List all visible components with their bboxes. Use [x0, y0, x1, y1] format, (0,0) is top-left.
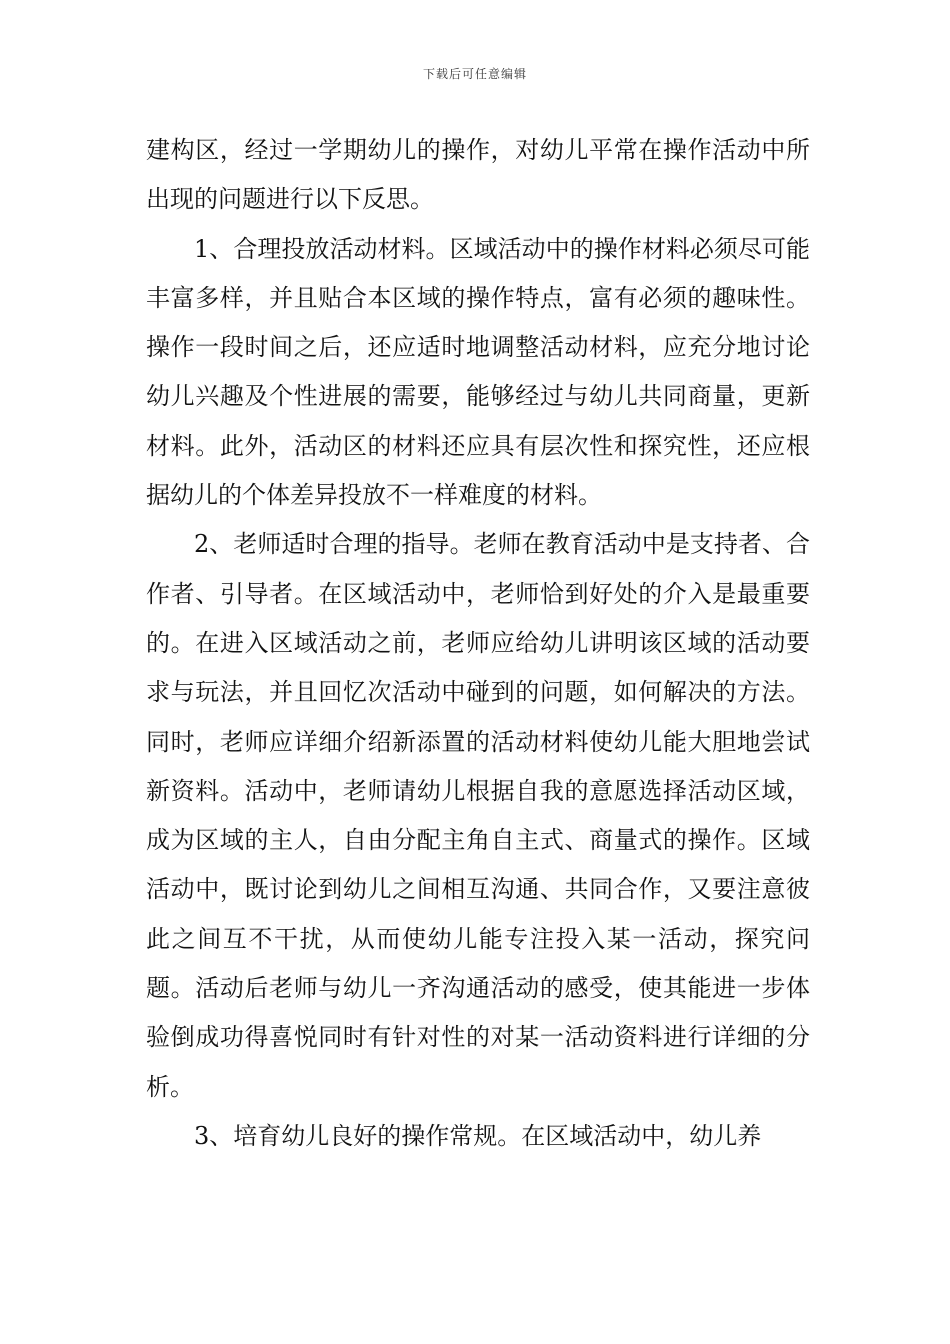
paragraph-point-3: 3、培育幼儿良好的操作常规。在区域活动中，幼儿养	[194, 1121, 762, 1150]
paragraph-point-1: 1、合理投放活动材料。区域活动中的操作材料必须尽可能丰富多样，并且贴合本区域的操作特点，富有必须的趣味性。操作一段时间之后，还应适时地调整活动材料，应充分地讨论幼儿兴趣及个性进展的需要，能够经过与幼儿共同商量，更新材料。此外，活动区的材料还应具有层次性和探究性，还应根据幼儿的个体差异投放不一样难度的材料。	[146, 234, 810, 510]
page-header: 下载后可任意编辑	[422, 67, 527, 81]
paragraph-intro-continuation: 建构区，经过一学期幼儿的操作，对幼儿平常在操作活动中所出现的问题进行以下反思。	[146, 136, 810, 214]
document-body	[146, 126, 810, 1161]
paragraph-point-2: 2、老师适时合理的指导。老师在教育活动中是支持者、合作者、引导者。在区域活动中，老师恰到好处的介入是最重要的。在进入区域活动之前，老师应给幼儿讲明该区域的活动要求与玩法，并且回忆次活动中碰到的问题，如何解决的方法。同时，老师应详细介绍新添置的活动材料使幼儿能大胆地尝试新资料。活动中，老师请幼儿根据自我的意愿选择活动区域，成为区域的主人，自由分配主角自主式、商量式的操作。区域活动中，既讨论到幼儿之间相互沟通、共同合作，又要注意彼此之间互不干扰，从而使幼儿能专注投入某一活动，探究问题。活动后老师与幼儿一齐沟通活动的感受，使其能进一步体验倒成功得喜悦同时有针对性的对某一活动资料进行详细的分析。	[146, 530, 810, 1101]
